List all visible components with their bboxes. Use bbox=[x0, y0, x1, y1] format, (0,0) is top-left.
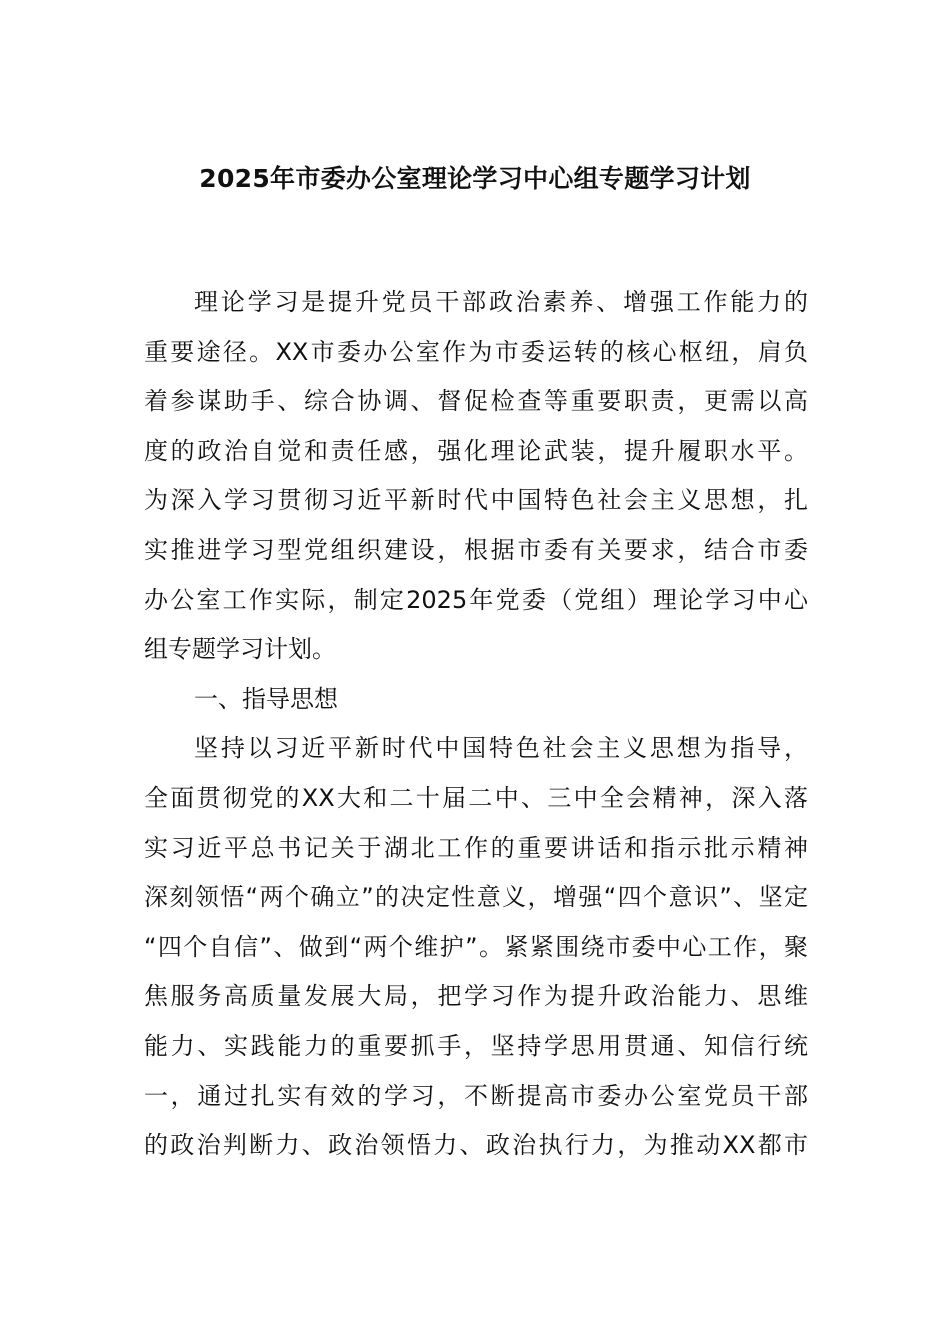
body-line: 焦服务高质量发展大局，把学习作为提升政治能力、思维 bbox=[144, 982, 808, 1011]
document-body bbox=[144, 278, 808, 1171]
body-line: 实习近平总书记关于湖北工作的重要讲话和指示批示精神 bbox=[144, 833, 808, 862]
body-line: 深刻领悟“两个确立”的决定性意义，增强“四个意识”、坚定 bbox=[144, 883, 808, 912]
document-title: 2025年市委办公室理论学习中心组专题学习计划 bbox=[199, 164, 751, 193]
body-line: 的政治判断力、政治领悟力、政治执行力，为推动XX都市 bbox=[144, 1131, 808, 1160]
body-line: 实推进学习型党组织建设，根据市委有关要求，结合市委 bbox=[144, 535, 808, 564]
body-line: 组专题学习计划。 bbox=[144, 635, 336, 664]
body-line: 理论学习是提升党员干部政治素养、增强工作能力的 bbox=[194, 288, 808, 316]
body-line: 坚持以习近平新时代中国特色社会主义思想为指导， bbox=[194, 734, 808, 763]
body-line: 一，通过扎实有效的学习，不断提高市委办公室党员干部 bbox=[144, 1081, 808, 1110]
body-line: 着参谋助手、综合协调、督促检查等重要职责，更需以高 bbox=[144, 387, 808, 416]
body-line: 全面贯彻党的XX大和二十届二中、三中全会精神，深入落 bbox=[144, 783, 808, 812]
body-line: “四个自信”、做到“两个维护”。紧紧围绕市委中心工作，聚 bbox=[144, 932, 808, 961]
body-line: 一、指导思想 bbox=[194, 684, 338, 713]
body-line: 重要途径。XX市委办公室作为市委运转的核心枢纽，肩负 bbox=[144, 337, 808, 366]
body-line: 办公室工作实际，制定2025年党委（党组）理论学习中心 bbox=[144, 585, 808, 614]
body-line: 能力、实践能力的重要抓手，坚持学思用贯通、知信行统 bbox=[144, 1031, 808, 1060]
body-line: 度的政治自觉和责任感，强化理论武装，提升履职水平。 bbox=[144, 436, 808, 465]
body-line: 为深入学习贯彻习近平新时代中国特色社会主义思想，扎 bbox=[144, 486, 808, 515]
